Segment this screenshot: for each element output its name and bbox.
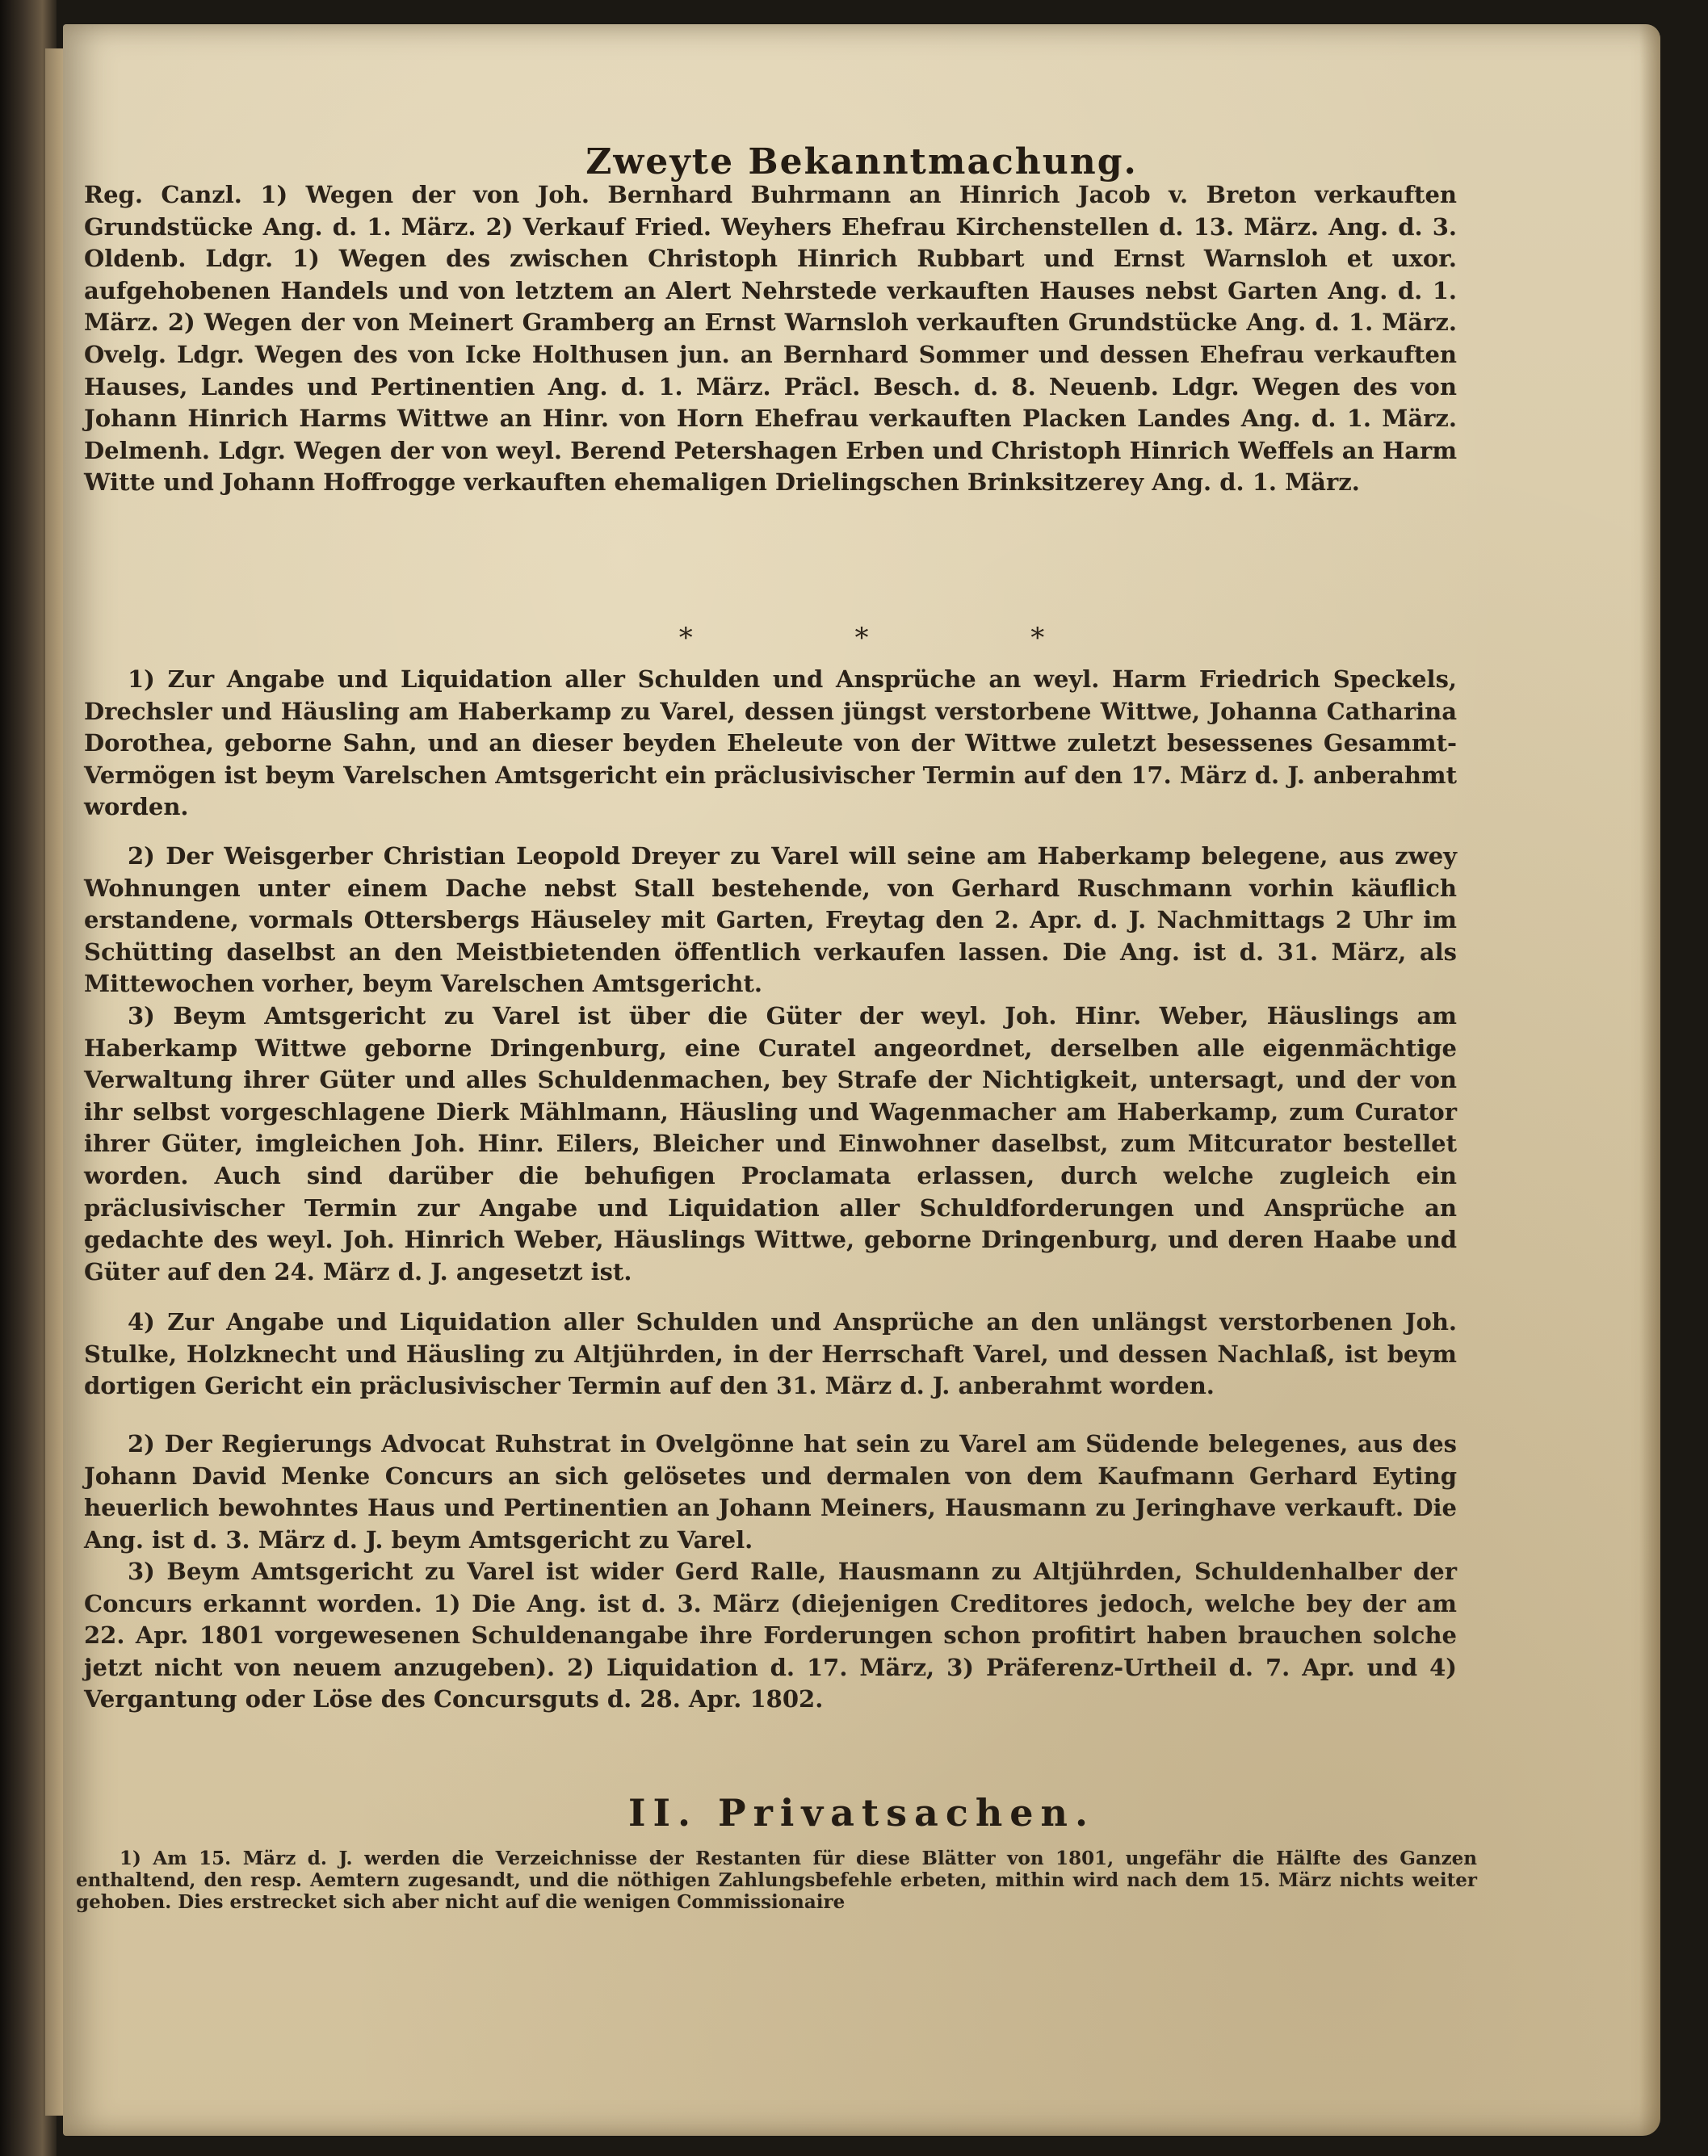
left-page-edge (45, 48, 64, 2116)
page-heading: Zweyte Bekanntmachung. (585, 141, 1138, 182)
notice-paragraph: 2) Der Weisgerber Christian Leopold Dreyer zu Varel will seine am Haberkamp belegene, aus zwey Wohnungen unter einem Dache nebst Stall bestehende, von Gerhard Ruschmann vorhin käuflich erstandene, vormals Ottersbergs Häuseley mit Garten, Freytag den 2. Apr. d. J. Nachmittags 2 Uhr im Schütting daselbst an den Meistbietenden öffentlich verkaufen lassen. Die Ang. ist d. 31. März, als Mittewochen vorher, beym Varelschen Amtsgericht. (84, 842, 1457, 998)
document-page (63, 24, 1660, 2136)
notice-paragraph: 4) Zur Angabe und Liquidation aller Schulden und Ansprüche an den unlängst verstorbenen Joh. Stulke, Holzknecht und Häusling zu Altjührden, in der Herrschaft Varel, und dessen Nachlaß, ist beym dortigen Gericht ein präclusivischer Termin auf den 31. März d. J. anberahmt worden. (84, 1308, 1457, 1400)
section-heading: II. Privatsachen. (627, 1791, 1096, 1835)
notice-paragraph: 1) Zur Angabe und Liquidation aller Schulden und Ansprüche an weyl. Harm Friedrich Speckels, Drechsler und Häusling am Haberkamp zu Varel, dessen jüngst verstorbene Wittwe, Johanna Catharina Dorothea, geborne Sahn, und an dieser beyden Eheleute von der Wittwe zuletzt besessenes Gesammt-Vermögen ist beym Varelschen Amtsgericht ein präclusivischer Termin auf den 17. März d. J. anberahmt worden. (84, 665, 1457, 821)
notice-paragraph: 3) Beym Amtsgericht zu Varel ist über die Güter der weyl. Joh. Hinr. Weber, Häuslings am Haberkamp Wittwe geborne Dringenburg, eine Curatel angeordnet, derselben alle eigenmächtige Verwaltung ihrer Güter und alles Schuldenmachen, bey Strafe der Nichtigkeit, untersagt, und der von ihr selbst vorgeschlagene Dierk Mählmann, Häusling und Wagenmacher am Haberkamp, zum Curator ihrer Güter, imgleichen Joh. Hinr. Eilers, Bleicher und Einwohner daselbst, zum Mitcurator bestellet worden. Auch sind darüber die behufigen Proclamata erlassen, durch welche zugleich ein präclusivischer Termin zur Angabe und Liquidation aller Schuldforderungen und Ansprüche an gedachte des weyl. Joh. Hinrich Weber, Häuslings Wittwe, geborne Dringenburg, und deren Haabe und Güter auf den 24. März d. J. angesetzt ist. (84, 1002, 1457, 1286)
notice-paragraph: 1) Am 15. März d. J. werden die Verzeichnisse der Restanten für diese Blätter von 1801, ungefähr die Hälfte des Ganzen enthaltend, den resp. Aemtern zugesandt, und die nöthigen Zahlungsbefehle erbeten, mithin wird nach dem 15. März nichts weiter gehoben. Dies erstrecket sich aber nicht auf die wenigen Commissionaire (76, 1848, 1477, 1913)
notice-paragraph: 3) Beym Amtsgericht zu Varel ist wider Gerd Ralle, Hausmann zu Altjührden, Schuldenhalber der Concurs erkannt worden. 1) Die Ang. ist d. 3. März (diejenigen Creditores jedoch, welche bey der am 22. Apr. 1801 vorgewesenen Schuldenangabe ihre Forderungen schon profitirt haben brauchen solche jetzt nicht von neuem anzugeben). 2) Liquidation d. 17. März, 3) Präferenz-Urtheil d. 7. Apr. und 4) Vergantung oder Löse des Concursguts d. 28. Apr. 1802. (84, 1558, 1457, 1713)
notice-paragraph: 2) Der Regierungs Advocat Ruhstrat in Ovelgönne hat sein zu Varel am Südende belegenes, aus des Johann David Menke Concurs an sich gelösetes und dermalen von dem Kaufmann Gerhard Eyting heuerlich bewohntes Haus und Pertinentien an Johann Meiners, Hausmann zu Jeringhave verkauft. Die Ang. ist d. 3. März d. J. beym Amtsgericht zu Varel. (84, 1430, 1457, 1554)
notice-paragraph: Reg. Canzl. 1) Wegen der von Joh. Bernhard Buhrmann an Hinrich Jacob v. Breton verkauften Grundstücke Ang. d. 1. März. 2) Verkauf Fried. Weyhers Ehefrau Kirchenstellen d. 13. März. Ang. d. 3. Oldenb. Ldgr. 1) Wegen des zwischen Christoph Hinrich Rubbart und Ernst Warnsloh et uxor. aufgehobenen Handels und von letztem an Alert Nehrstede verkauften Hauses nebst Garten Ang. d. 1. März. 2) Wegen der von Meinert Gramberg an Ernst Warnsloh verkauften Grundstücke Ang. d. 1. März. Ovelg. Ldgr. Wegen des von Icke Holthusen jun. an Bernhard Sommer und dessen Ehefrau verkauften Hauses, Landes und Pertinentien Ang. d. 1. März. Präcl. Besch. d. 8. Neuenb. Ldgr. Wegen des von Johann Hinrich Harms Wittwe an Hinr. von Horn Ehefrau verkauften Placken Landes Ang. d. 1. März. Delmenh. Ldgr. Wegen der von weyl. Berend Petershagen Erben und Christoph Hinrich Weffels an Harm Witte und Johann Hoffrogge verkauften ehemaligen Drielingschen Brinksitzerey Ang. d. 1. März. (84, 181, 1457, 497)
section-separator: * * * (678, 622, 1045, 654)
